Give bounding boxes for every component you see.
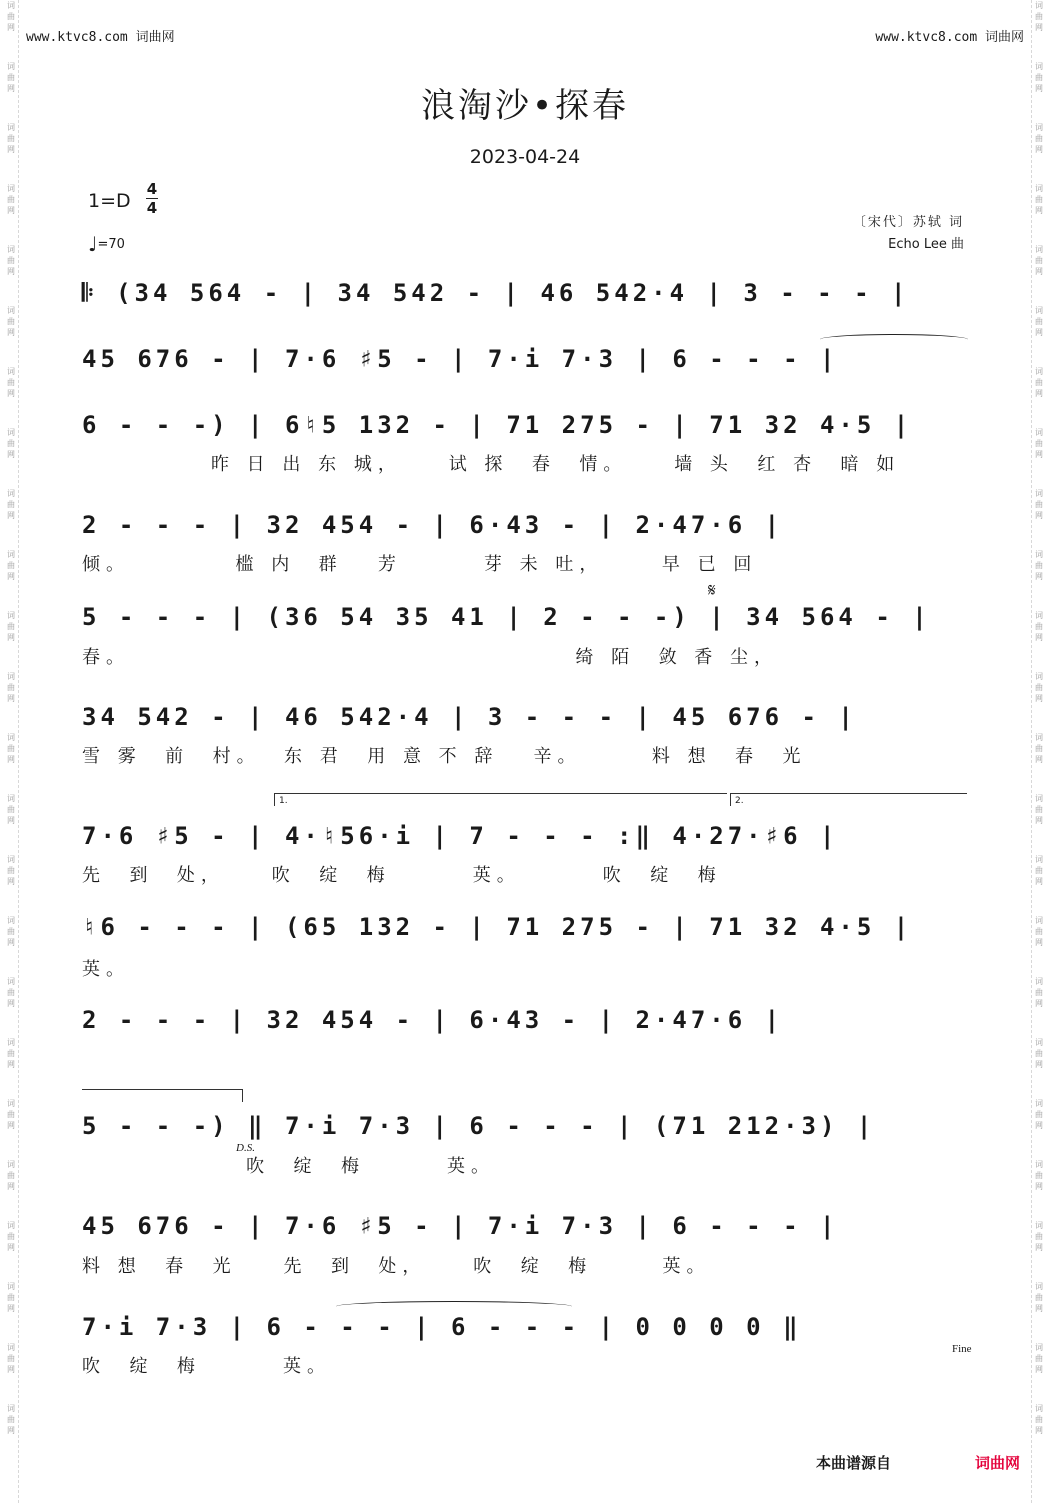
segno-sign: 𝄋 xyxy=(708,580,716,601)
song-title: 浪淘沙•探春 xyxy=(420,86,630,126)
side-watermark: 词曲网 xyxy=(1035,855,1043,886)
lyrics-line-5: 春。 绮 陌 敛 香 尘， xyxy=(82,647,779,668)
side-watermark: 词曲网 xyxy=(1035,184,1043,215)
side-watermark: 词曲网 xyxy=(1035,306,1043,337)
score-line-7 xyxy=(82,816,970,856)
score-line-4 xyxy=(82,505,970,545)
side-watermark: 词曲网 xyxy=(7,611,15,642)
score-line-3 xyxy=(82,405,970,445)
tempo-value: =70 xyxy=(97,237,125,252)
side-watermark: 词曲网 xyxy=(7,1343,15,1374)
side-watermark: 词曲网 xyxy=(7,367,15,398)
score-line-8 xyxy=(82,907,970,947)
side-watermark: 词曲网 xyxy=(7,184,15,215)
side-watermark: 词曲网 xyxy=(1035,245,1043,276)
notes-line-6: 34 542 - | 46 542·4 | 3 - - - | 45 676 - | xyxy=(82,703,857,731)
first-ending-label: 1. xyxy=(279,796,288,806)
side-watermark: 词曲网 xyxy=(1035,123,1043,154)
side-watermark: 词曲网 xyxy=(1035,1404,1043,1435)
brand-logo: 词曲网 xyxy=(974,1454,1020,1472)
side-watermark: 词曲网 xyxy=(1035,428,1043,459)
credits xyxy=(853,212,964,256)
side-watermark: 词曲网 xyxy=(7,245,15,276)
side-watermark: 词曲网 xyxy=(7,794,15,825)
side-watermark: 词曲网 xyxy=(1035,1,1043,32)
notes-line-4: 2 - - - | 32 454 - | 6·43 - | 2·47·6 | xyxy=(82,511,784,539)
key-signature: 1=D xyxy=(88,190,131,212)
score-line-12 xyxy=(82,1307,970,1347)
right-watermark-strip xyxy=(1031,0,1046,1503)
source-label: 本曲谱源自 xyxy=(816,1454,892,1472)
lyrics-line-3: 昨 日 出 东 城， 试 探 春 情。 墙 头 红 杏 暗 如 xyxy=(82,454,901,475)
side-watermark: 词曲网 xyxy=(7,550,15,581)
song-date: 2023-04-24 xyxy=(469,146,581,168)
lyrics-line-10: 吹 绽 梅 英。 xyxy=(82,1156,496,1177)
lyrics-line-7: 先 到 处， 吹 绽 梅 英。 吹 绽 梅 xyxy=(82,865,722,886)
side-watermark: 词曲网 xyxy=(7,1221,15,1252)
lyricist-credit: 〔宋代〕苏轼 词 xyxy=(852,215,964,230)
side-watermark: 词曲网 xyxy=(1035,794,1043,825)
notes-line-1: 𝄆 (34 564 - | 34 542 - | 46 542·4 | 3 - - - | xyxy=(82,279,910,307)
side-watermark: 词曲网 xyxy=(1035,1160,1043,1191)
side-watermark: 词曲网 xyxy=(7,489,15,520)
closing-bracket xyxy=(82,1089,243,1102)
side-watermark: 词曲网 xyxy=(7,855,15,886)
composer-credit: Echo Lee 曲 xyxy=(888,237,964,252)
notes-line-3: 6 - - -) | 6♮5 132 - | 71 275 - | 71 32 4·5 | xyxy=(82,411,913,439)
fine-marker: Fine xyxy=(952,1343,972,1355)
side-watermark: 词曲网 xyxy=(7,123,15,154)
score-line-11 xyxy=(82,1206,970,1246)
side-watermark: 词曲网 xyxy=(7,306,15,337)
lyrics-line-11: 料 想 春 光 先 到 处， 吹 绽 梅 英。 xyxy=(82,1256,711,1277)
site-url-right: www.ktvc8.com 词曲网 xyxy=(875,30,1024,45)
side-watermark: 词曲网 xyxy=(1035,1099,1043,1130)
side-watermark: 词曲网 xyxy=(7,1038,15,1069)
side-watermark: 词曲网 xyxy=(1035,489,1043,520)
tempo-marking xyxy=(88,232,125,256)
side-watermark: 词曲网 xyxy=(1035,611,1043,642)
second-ending-bracket xyxy=(730,793,967,806)
ds-marker: D.S. xyxy=(236,1142,255,1154)
side-watermark: 词曲网 xyxy=(1035,62,1043,93)
time-signature-bottom: 4 xyxy=(146,199,158,217)
side-watermark: 词曲网 xyxy=(7,62,15,93)
side-watermark: 词曲网 xyxy=(1035,672,1043,703)
side-watermark: 词曲网 xyxy=(7,672,15,703)
lyrics-line-4: 倾。 槛 内 群 芳 芽 未 吐， 早 已 回 xyxy=(82,554,758,575)
notes-line-7: 7·6 ♯5 - | 4·♮56·i | 7 - - - :‖ 4·27·♯6 | xyxy=(82,822,839,850)
side-watermark: 词曲网 xyxy=(7,733,15,764)
side-watermark: 词曲网 xyxy=(1035,1038,1043,1069)
score-line-2 xyxy=(82,339,970,379)
side-watermark: 词曲网 xyxy=(1035,977,1043,1008)
lyrics-line-6: 雪 雾 前 村。 东 君 用 意 不 辞 辛。 料 想 春 光 xyxy=(82,746,807,767)
side-watermark: 词曲网 xyxy=(7,1160,15,1191)
notes-line-8: ♮6 - - - | (65 132 - | 71 275 - | 71 32 4·5 | xyxy=(82,913,913,941)
left-watermark-strip xyxy=(4,0,19,1503)
side-watermark: 词曲网 xyxy=(7,977,15,1008)
score-line-5 xyxy=(82,597,970,637)
notes-line-9: 2 - - - | 32 454 - | 6·43 - | 2·47·6 | xyxy=(82,1006,784,1034)
side-watermark: 词曲网 xyxy=(7,1,15,32)
lyrics-line-12: 吹 绽 梅 英。 xyxy=(82,1356,331,1377)
side-watermark: 词曲网 xyxy=(1035,550,1043,581)
score-line-10 xyxy=(82,1106,970,1146)
notes-line-11: 45 676 - | 7·6 ♯5 - | 7·i 7·3 | 6 - - - | xyxy=(82,1212,839,1240)
tie-line-2 xyxy=(820,334,968,345)
first-ending-bracket xyxy=(274,793,727,806)
quarter-note-icon: ♩ xyxy=(88,232,98,256)
notes-line-12: 7·i 7·3 | 6 - - - | 6 - - - | 0 0 0 0 ‖ xyxy=(82,1313,802,1341)
side-watermark: 词曲网 xyxy=(1035,916,1043,947)
time-signature xyxy=(146,180,158,217)
score-line-6 xyxy=(82,697,970,737)
side-watermark: 词曲网 xyxy=(7,428,15,459)
side-watermark: 词曲网 xyxy=(7,1099,15,1130)
side-watermark: 词曲网 xyxy=(1035,1221,1043,1252)
notes-line-10: 5 - - -) ‖ 7·i 7·3 | 6 - - - | (71 212·3) | xyxy=(82,1112,876,1140)
score-line-1 xyxy=(82,273,970,313)
side-watermark: 词曲网 xyxy=(7,1404,15,1435)
side-watermark: 词曲网 xyxy=(1035,367,1043,398)
side-watermark: 词曲网 xyxy=(1035,1282,1043,1313)
side-watermark: 词曲网 xyxy=(1035,733,1043,764)
lyrics-line-8: 英。 xyxy=(82,959,130,980)
time-signature-top: 4 xyxy=(146,180,158,198)
second-ending-label: 2. xyxy=(735,796,744,806)
notes-line-5: 5 - - - | (36 54 35 41 | 2 - - -) | 34 564 - | xyxy=(82,603,931,631)
notes-line-2: 45 676 - | 7·6 ♯5 - | 7·i 7·3 | 6 - - - | xyxy=(82,345,839,373)
side-watermark: 词曲网 xyxy=(7,916,15,947)
side-watermark: 词曲网 xyxy=(7,1282,15,1313)
side-watermark: 词曲网 xyxy=(1035,1343,1043,1374)
score-line-9 xyxy=(82,1000,970,1040)
site-url-left: www.ktvc8.com 词曲网 xyxy=(26,30,175,45)
